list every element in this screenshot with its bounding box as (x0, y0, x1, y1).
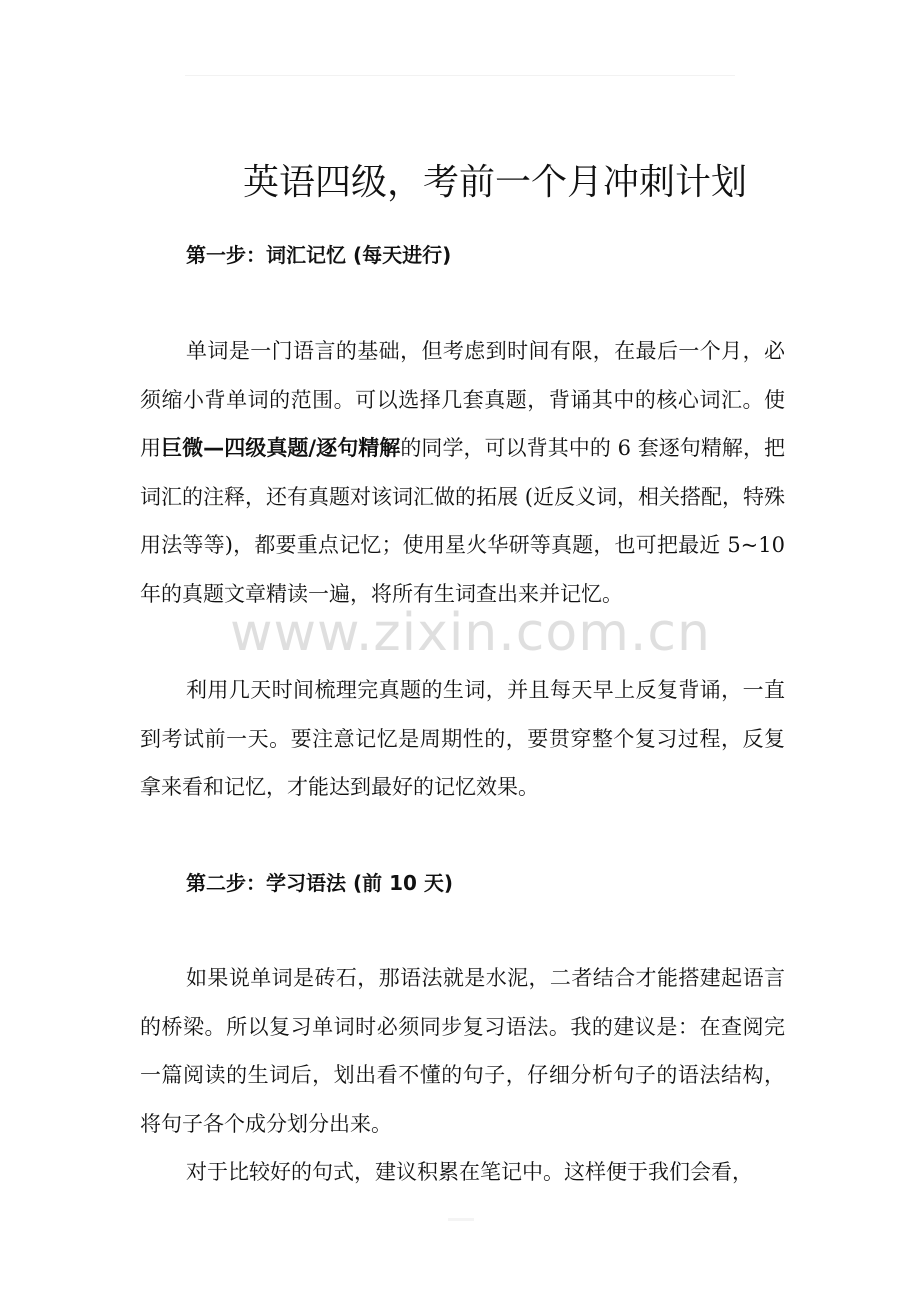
paragraph-1-after: 的同学，可以背其中的 6 套逐句精解，把词汇的注释，还有真题对该词汇做的拓展 (近反义词，相关搭配，特殊用法等等)，都要重点记忆；使用星火华研等真题，也可把最近 5~10 年的真题文章精读一遍，将所有生词查出来并记忆。 (140, 436, 786, 606)
watermark: www.zixin.com.cn (230, 603, 711, 663)
paragraph-4: 对于比较好的句式，建议积累在笔记中。这样便于我们会看， (186, 1160, 753, 1184)
paragraph-3: 如果说单词是砖石，那语法就是水泥，二者结合才能搭建起语言的桥梁。所以复习单词时必须同步复习语法。我的建议是：在查阅完一篇阅读的生词后，划出看不懂的句子，仔细分析句子的语法结构，将句子各个成分划分出来。 (140, 966, 785, 1136)
paragraph-1-bold: 巨微—四级真题/逐句精解 (161, 436, 401, 460)
header-rule (185, 75, 735, 76)
paragraph-1-before: 单词是一门语言的基础，但考虑到时间有限，在最后一个月，必须缩小背单词的范围。可以选择几套真题，背诵其中的核心词汇。使用 (140, 339, 785, 460)
paragraph-1 (140, 327, 785, 618)
section-heading-1: 第一步：词汇记忆 (每天进行) (186, 243, 452, 267)
footer-mark (448, 1218, 474, 1221)
document-title: 英语四级，考前一个月冲刺计划 (242, 162, 747, 204)
paragraph-2: 利用几天时间梳理完真题的生词，并且每天早上反复背诵，一直到考试前一天。要注意记忆是周期性的，要贯穿整个复习过程，反复拿来看和记忆，才能达到最好的记忆效果。 (140, 678, 785, 799)
section-heading-2: 第二步：学习语法 (前 10 天) (186, 871, 454, 895)
